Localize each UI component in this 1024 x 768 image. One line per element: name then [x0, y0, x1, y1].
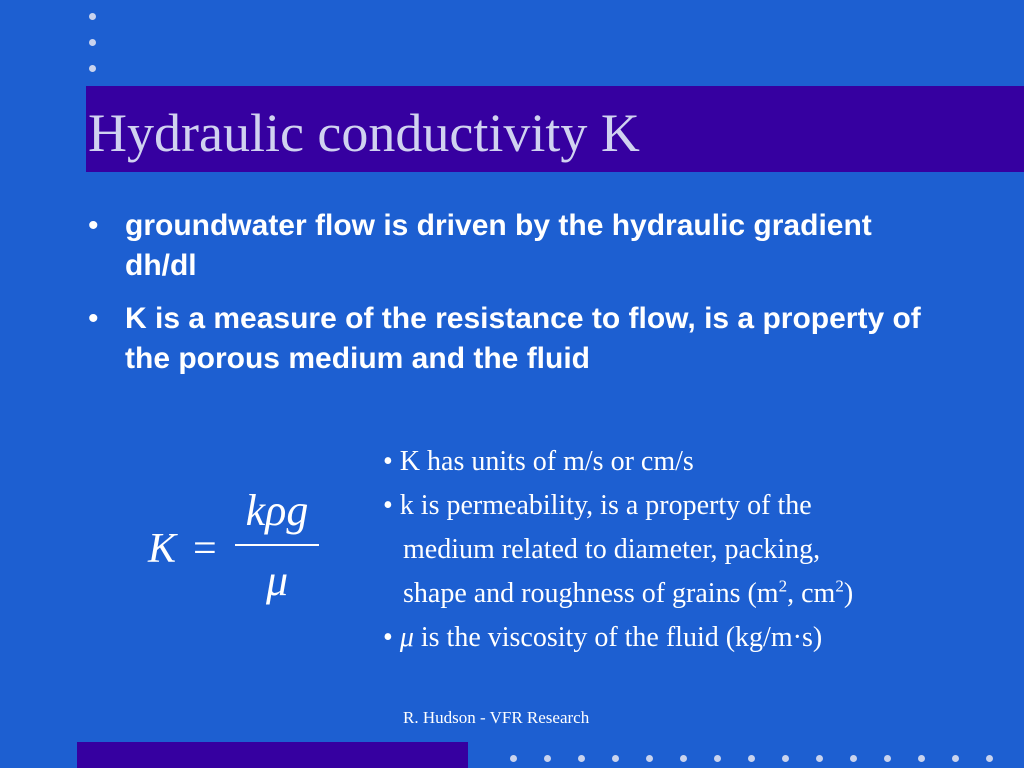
note-units: • K has units of m/s or cm/s: [383, 446, 694, 477]
decor-dot: [782, 755, 789, 762]
bullet-item: [88, 206, 948, 286]
fraction-bar: [235, 544, 319, 546]
note-text: , cm: [787, 578, 836, 609]
note-text: •: [383, 622, 400, 653]
bullet-marker: •: [88, 209, 99, 242]
decor-dot: [89, 65, 96, 72]
decor-dot: [884, 755, 891, 762]
decor-dot: [714, 755, 721, 762]
decor-dot: [816, 755, 823, 762]
decor-dot: [89, 39, 96, 46]
main-bullet-list: [88, 206, 948, 392]
notes-list: [383, 440, 1024, 660]
bullet-item: [88, 299, 948, 379]
note-permeability: • k is permeability, is a property of the: [383, 490, 812, 521]
superscript: 2: [835, 576, 844, 596]
note-text: shape and roughness of grains (m: [403, 578, 779, 609]
decor-dot: [986, 755, 993, 762]
note-permeability-cont: [383, 572, 1024, 616]
decor-dot: [952, 755, 959, 762]
decor-dot: [578, 755, 585, 762]
decor-dot: [510, 755, 517, 762]
decor-dot: [918, 755, 925, 762]
decor-dot: [646, 755, 653, 762]
slide-title: Hydraulic conductivity K: [88, 103, 640, 163]
note-viscosity: [383, 616, 1024, 660]
formula-denominator: μ: [265, 556, 289, 605]
note-text: ): [843, 578, 854, 609]
formula-lhs: K: [148, 526, 177, 572]
bullet-text: K is a measure of the resistance to flow, is a property of the porous medium and the fluid: [125, 302, 921, 375]
superscript: 2: [778, 576, 788, 596]
note-permeability-cont: medium related to diameter, packing,: [403, 534, 821, 565]
bottom-bar: [77, 742, 468, 768]
footer-credit: R. Hudson - VFR Research: [403, 708, 590, 727]
decor-dot: [680, 755, 687, 762]
formula-numerator: kρg: [245, 486, 309, 535]
formula-equals: =: [193, 526, 217, 572]
decor-dot: [544, 755, 551, 762]
bullet-text: groundwater flow is driven by the hydraulic gradient dh/dl: [125, 209, 872, 282]
mu-symbol: μ: [399, 622, 414, 653]
conductivity-formula: [145, 484, 345, 614]
decor-dot: [612, 755, 619, 762]
decor-dot: [850, 755, 857, 762]
note-text: is the viscosity of the fluid (kg/m·s): [413, 622, 823, 653]
bullet-marker: •: [88, 302, 99, 335]
decor-dot: [748, 755, 755, 762]
decor-dot: [89, 13, 96, 20]
